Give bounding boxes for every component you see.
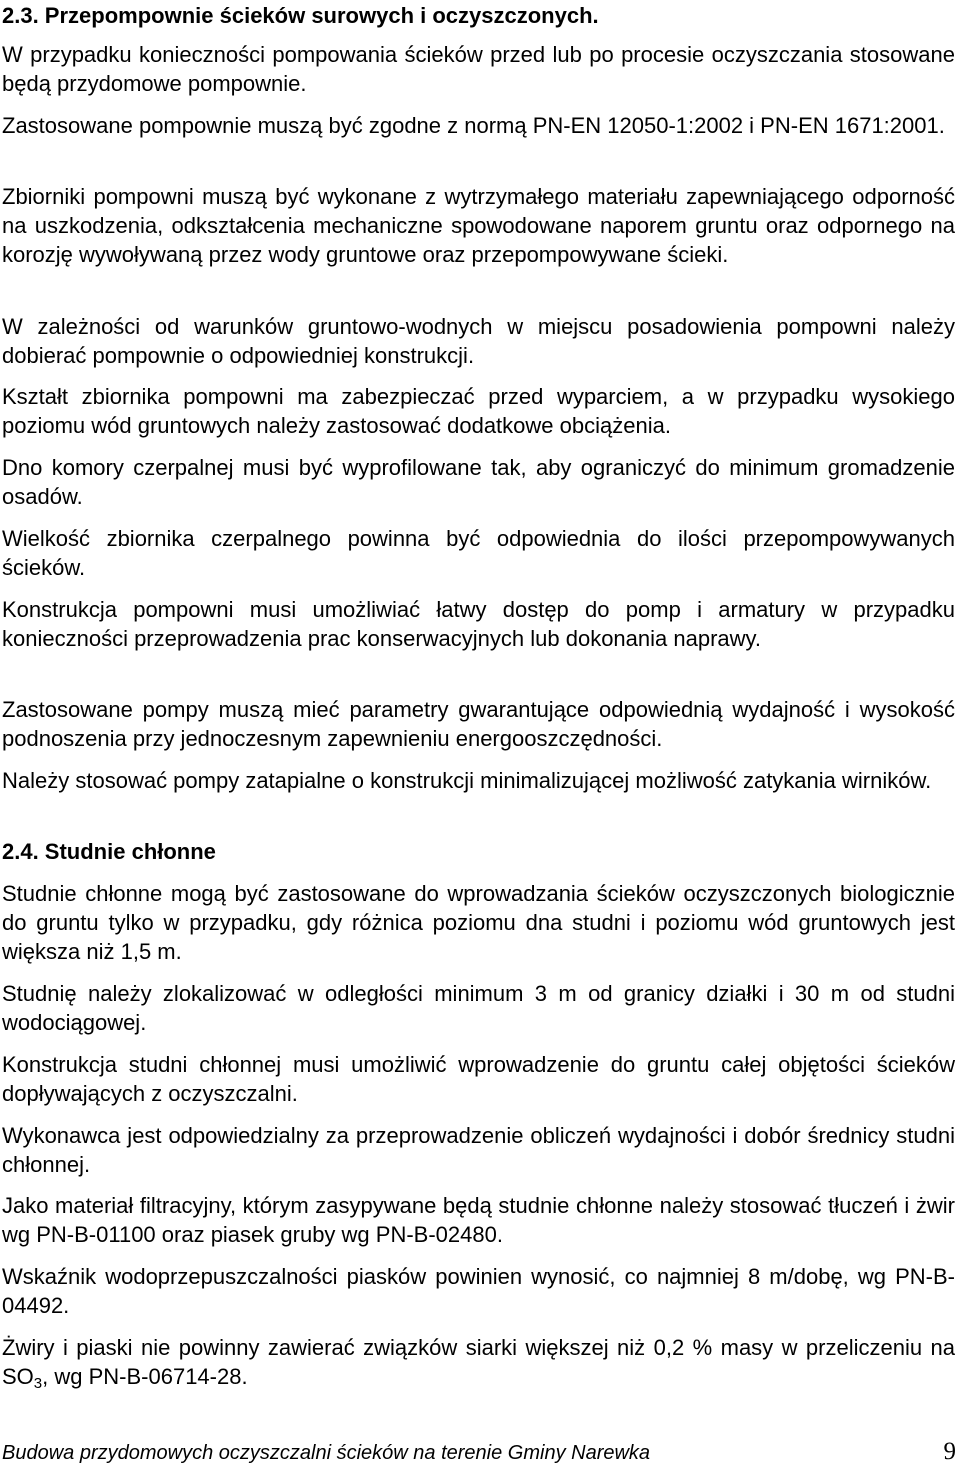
paragraph: Wielkość zbiornika czerpalnego powinna być odpowiednia do ilości przepompowywanych ścieków. xyxy=(2,526,955,580)
paragraph: Zbiorniki pompowni muszą być wykonane z wytrzymałego materiału zapewniającego odporność na uszkodzenia, odkształcenia mechaniczne spowodowane naporem gruntu oraz odpornego na korozję wywoływaną przez wody gruntowe oraz przepompowywane ścieki. xyxy=(2,184,955,267)
paragraph: W zależności od warunków gruntowo-wodnych w miejscu posadowienia pompowni należy dobierać pompownie o odpowiedniej konstrukcji. xyxy=(2,314,955,368)
paragraph: Kształt zbiornika pompowni ma zabezpieczać przed wyparciem, a w przypadku wysokiego poziomu wód gruntowych należy zastosować dodatkowe obciążenia. xyxy=(2,384,955,438)
paragraph: Wskaźnik wodoprzepuszczalności piasków powinien wynosić, co najmniej 8 m/dobę, wg PN-B-04492. xyxy=(2,1264,955,1318)
text-part: Żwiry i piaski nie powinny zawierać związków siarki większej niż 0,2 % masy w przeliczeniu na SO xyxy=(2,1335,955,1389)
paragraph: W przypadku konieczności pompowania ścieków przed lub po procesie oczyszczania stosowane będą przydomowe pompownie. xyxy=(2,42,955,96)
paragraph: Zastosowane pompownie muszą być zgodne z normą PN-EN 12050-1:2002 i PN-EN 1671:2001. xyxy=(2,113,945,138)
paragraph: Jako materiał filtracyjny, którym zasypywane będą studnie chłonne należy stosować tłuczeń i żwir wg PN-B-01100 oraz piasek gruby wg PN-B-02480. xyxy=(2,1193,955,1247)
paragraph: Zastosowane pompy muszą mieć parametry gwarantujące odpowiednią wydajność i wysokość podnoszenia przy jednoczesnym zapewnieniu energooszczędności. xyxy=(2,697,955,751)
paragraph: Dno komory czerpalnej musi być wyprofilowane tak, aby ograniczyć do minimum gromadzenie osadów. xyxy=(2,455,955,509)
paragraph: Studnię należy zlokalizować w odległości minimum 3 m od granicy działki i 30 m od studni wodociągowej. xyxy=(2,981,955,1035)
heading-2-4: 2.4. Studnie chłonne xyxy=(2,839,216,864)
page-number: 9 xyxy=(943,1438,956,1465)
paragraph: Konstrukcja studni chłonnej musi umożliwić wprowadzenie do gruntu całej objętości ścieków dopływających z oczyszczalni. xyxy=(2,1052,955,1106)
paragraph: Należy stosować pompy zatapialne o konstrukcji minimalizującej możliwość zatykania wirników. xyxy=(2,768,932,793)
subscript: 3 xyxy=(33,1375,43,1392)
paragraph xyxy=(2,1333,955,1391)
paragraph: Wykonawca jest odpowiedzialny za przeprowadzenie obliczeń wydajności i dobór średnicy studni chłonnej. xyxy=(2,1123,955,1177)
paragraph: Konstrukcja pompowni musi umożliwiać łatwy dostęp do pomp i armatury w przypadku konieczności przeprowadzenia prac konserwacyjnych lub dokonania naprawy. xyxy=(2,597,955,651)
heading-2-3: 2.3. Przepompownie ścieków surowych i oczyszczonych. xyxy=(2,3,599,28)
footer-title: Budowa przydomowych oczyszczalni ścieków na terenie Gminy Narewka xyxy=(2,1442,651,1464)
paragraph: Studnie chłonne mogą być zastosowane do wprowadzania ścieków oczyszczonych biologicznie do gruntu tylko w przypadku, gdy różnica poziomu dna studni i poziomu wód gruntowych jest większa niż 1,5 m. xyxy=(2,881,955,964)
text-part: , wg PN-B-06714-28. xyxy=(42,1364,248,1389)
